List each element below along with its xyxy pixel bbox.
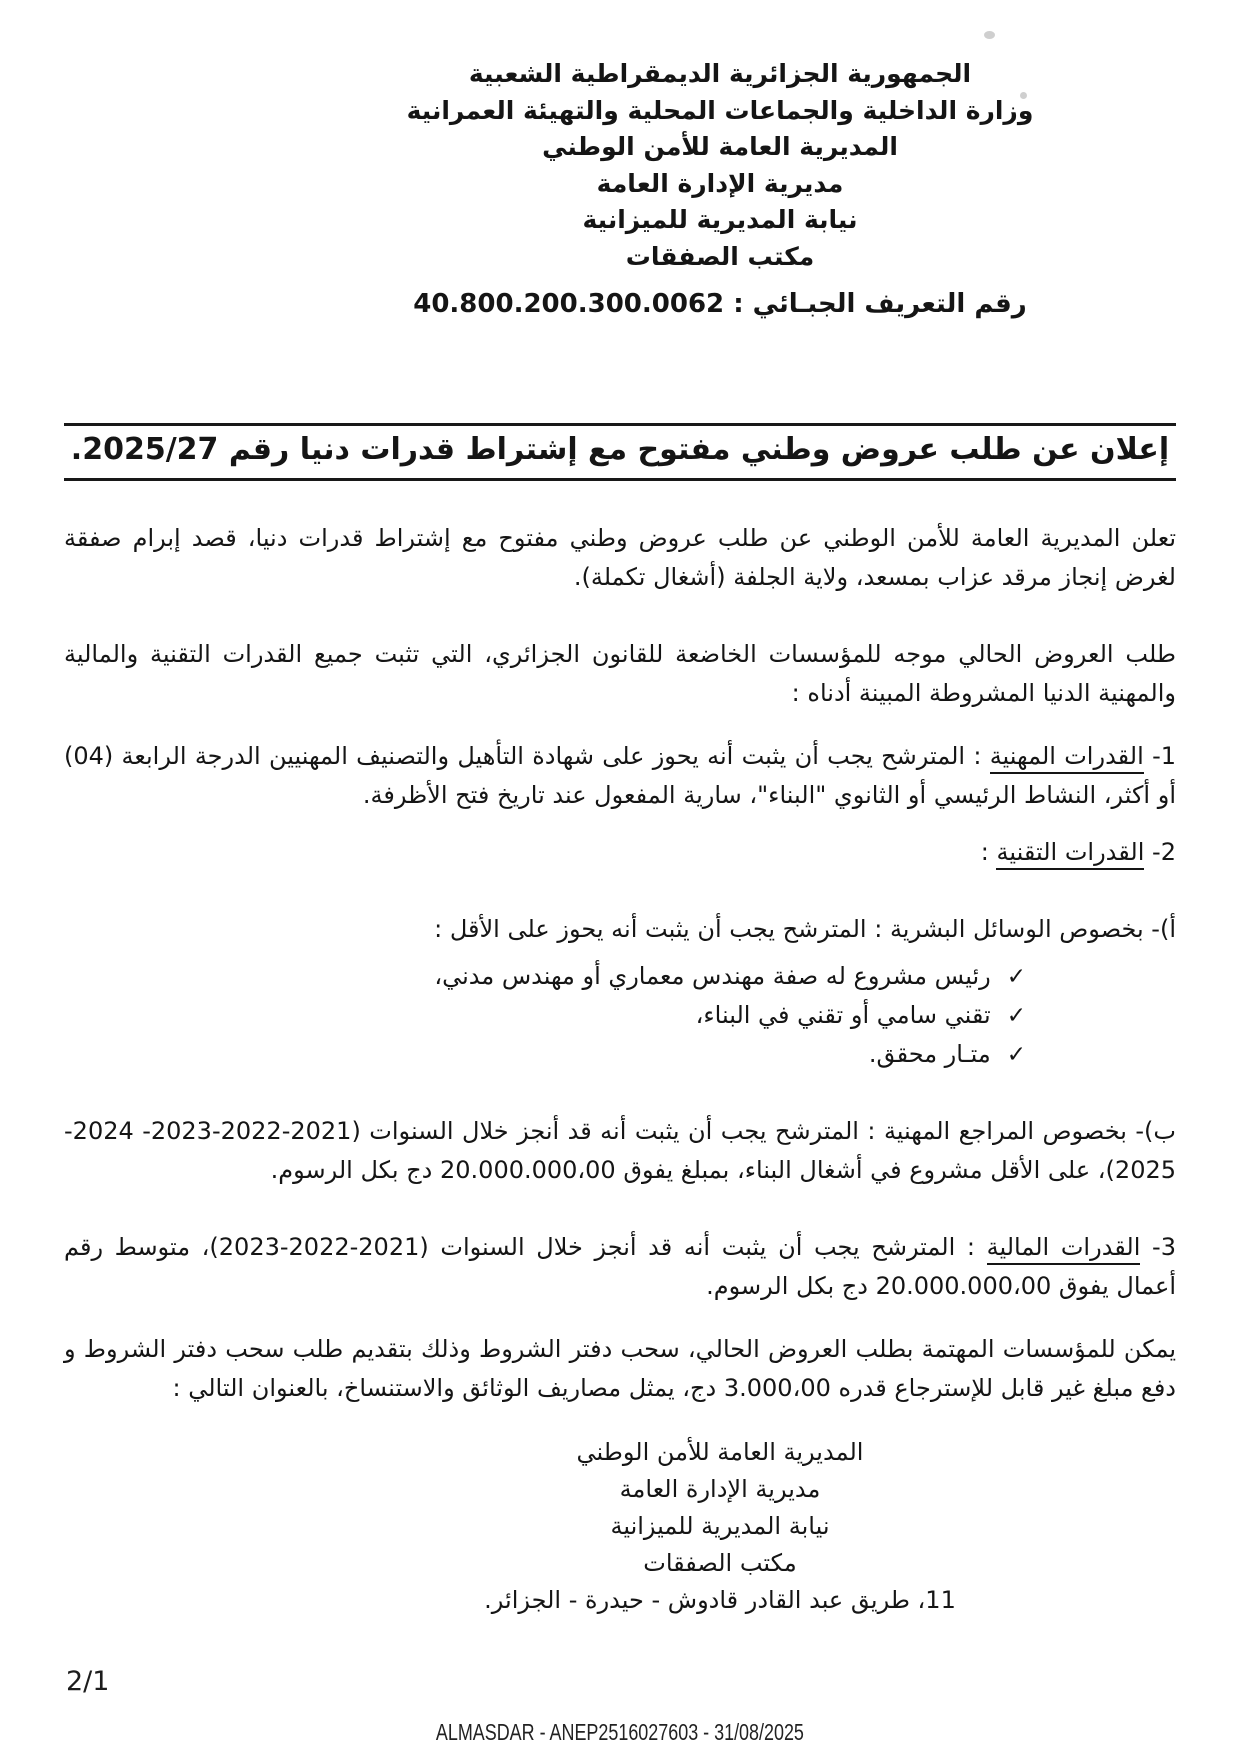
address-line-dgsn: المديرية العامة للأمن الوطني (576, 1438, 864, 1466)
point3-text: : المترشح يجب أن يثبت أنه قد أنجز خلال السنوات (2021-2022-2023)، متوسط رقم أعمال يفوق 20.000.000،00 دج بكل الرسوم. (64, 1233, 1176, 1300)
paragraph-scope: طلب العروض الحالي موجه للمؤسسات الخاضعة للقانون الجزائري، التي تثبت جميع القدرات التقنية والمالية والمهنية الدنيا المشروطة المبينة أدناه : (64, 640, 1176, 707)
list-item-label: تقني سامي أو تقني في البناء، (695, 1001, 991, 1029)
tax-id-line (264, 289, 1176, 319)
publication-credit: ALMASDAR - ANEP2516027603 - 31/08/2025 (435, 1719, 805, 1745)
letterhead-line-dgsn: المديرية العامة للأمن الوطني (542, 132, 898, 161)
letterhead (264, 56, 1176, 275)
point1-text: : المترشح يجب أن يثبت أنه يحوز على شهادة التأهيل والتصنيف المهنيين الدرجة الرابعة (04) أو أكثر، النشاط الرئيسي أو الثانوي "البناء"، سارية المفعول عند تاريخ فتح الأظرفة. (64, 742, 1176, 809)
publication-footer (0, 1719, 1240, 1746)
address-line-direction: مديرية الإدارة العامة (619, 1475, 821, 1503)
point3-number: 3- (1152, 1233, 1176, 1261)
paragraph-professional-capacities (64, 737, 1176, 815)
paragraph-professional-references: ب)- بخصوص المراجع المهنية : المترشح يجب أن يثبت أنه قد أنجز خلال السنوات (2021-2022-2023- 2024-2025)، على الأقل مشروع في أشغال البناء، بمبلغ يفوق 20.000.000،00 دج بكل الرسوم. (64, 1117, 1176, 1184)
letterhead-line-ministry: وزارة الداخلية والجماعات المحلية والتهيئة العمرانية (406, 95, 1034, 125)
check-icon: ✓ (1006, 964, 1026, 990)
notice-title: إعلان عن طلب عروض وطني مفتوح مع إشتراط قدرات دنيا رقم 2025/27. (64, 423, 1176, 481)
list-item (64, 1035, 1026, 1074)
list-item (64, 957, 1026, 996)
letterhead-line-office: مكتب الصفقات (625, 241, 815, 271)
paragraph-human-resources: أ)- بخصوص الوسائل البشرية : المترشح يجب أن يثبت أنه يحوز على الأقل : (434, 915, 1176, 943)
list-item-label: متـار محقق. (868, 1040, 991, 1068)
point1-number: 1- (1152, 742, 1177, 770)
letterhead-line-republic: الجمهورية الجزائرية الديمقراطية الشعبية (468, 59, 972, 88)
point2-number: 2- (1152, 838, 1176, 866)
paragraph-intro: تعلن المديرية العامة للأمن الوطني عن طلب عروض وطني مفتوح مع إشتراط قدرات دنيا، قصد إبرام صفقة لغرض إنجاز مرقد عزاب بمسعد، ولاية الجلفة (أشغال تكملة). (64, 524, 1176, 591)
paragraph-financial-capacities (64, 1228, 1176, 1306)
address-line-office: مكتب الصفقات (643, 1549, 797, 1577)
requirements-list (64, 957, 1176, 1074)
list-item-label: رئيس مشروع له صفة مهندس معماري أو مهندس مدني، (434, 962, 991, 990)
letterhead-line-budget: نيابة المديرية للميزانية (582, 205, 858, 234)
paragraph-withdrawal: يمكن للمؤسسات المهتمة بطلب العروض الحالي، سحب دفتر الشروط وذلك بتقديم طلب سحب دفتر الشروط و دفع مبلغ غير قابل للإسترجاع قدره 3.000،00 دج، يمثل مصاريف الوثائق والاستنساخ، بالعنوان التالي : (64, 1335, 1176, 1402)
point2-heading: القدرات التقنية (996, 838, 1144, 870)
address-line-budget: نيابة المديرية للميزانية (610, 1512, 830, 1540)
paragraph-technical-capacities (64, 833, 1176, 872)
point3-heading: القدرات المالية (987, 1233, 1141, 1265)
address-block (264, 1434, 1176, 1619)
letterhead-line-direction: مديرية الإدارة العامة (596, 168, 844, 198)
list-item (64, 996, 1026, 1035)
point2-text: : (980, 838, 997, 866)
point1-heading: القدرات المهنية (990, 742, 1144, 774)
address-line-street: 11، طريق عبد القادر قادوش - حيدرة - الجزائر. (484, 1586, 956, 1614)
tax-id-label: رقم التعريف الجبـائي : (733, 289, 1027, 319)
tax-id-value: 40.800.200.300.0062 (413, 289, 725, 319)
check-icon: ✓ (1006, 1003, 1026, 1029)
check-icon: ✓ (1006, 1042, 1026, 1068)
page-number: 2/1 (66, 1666, 110, 1697)
